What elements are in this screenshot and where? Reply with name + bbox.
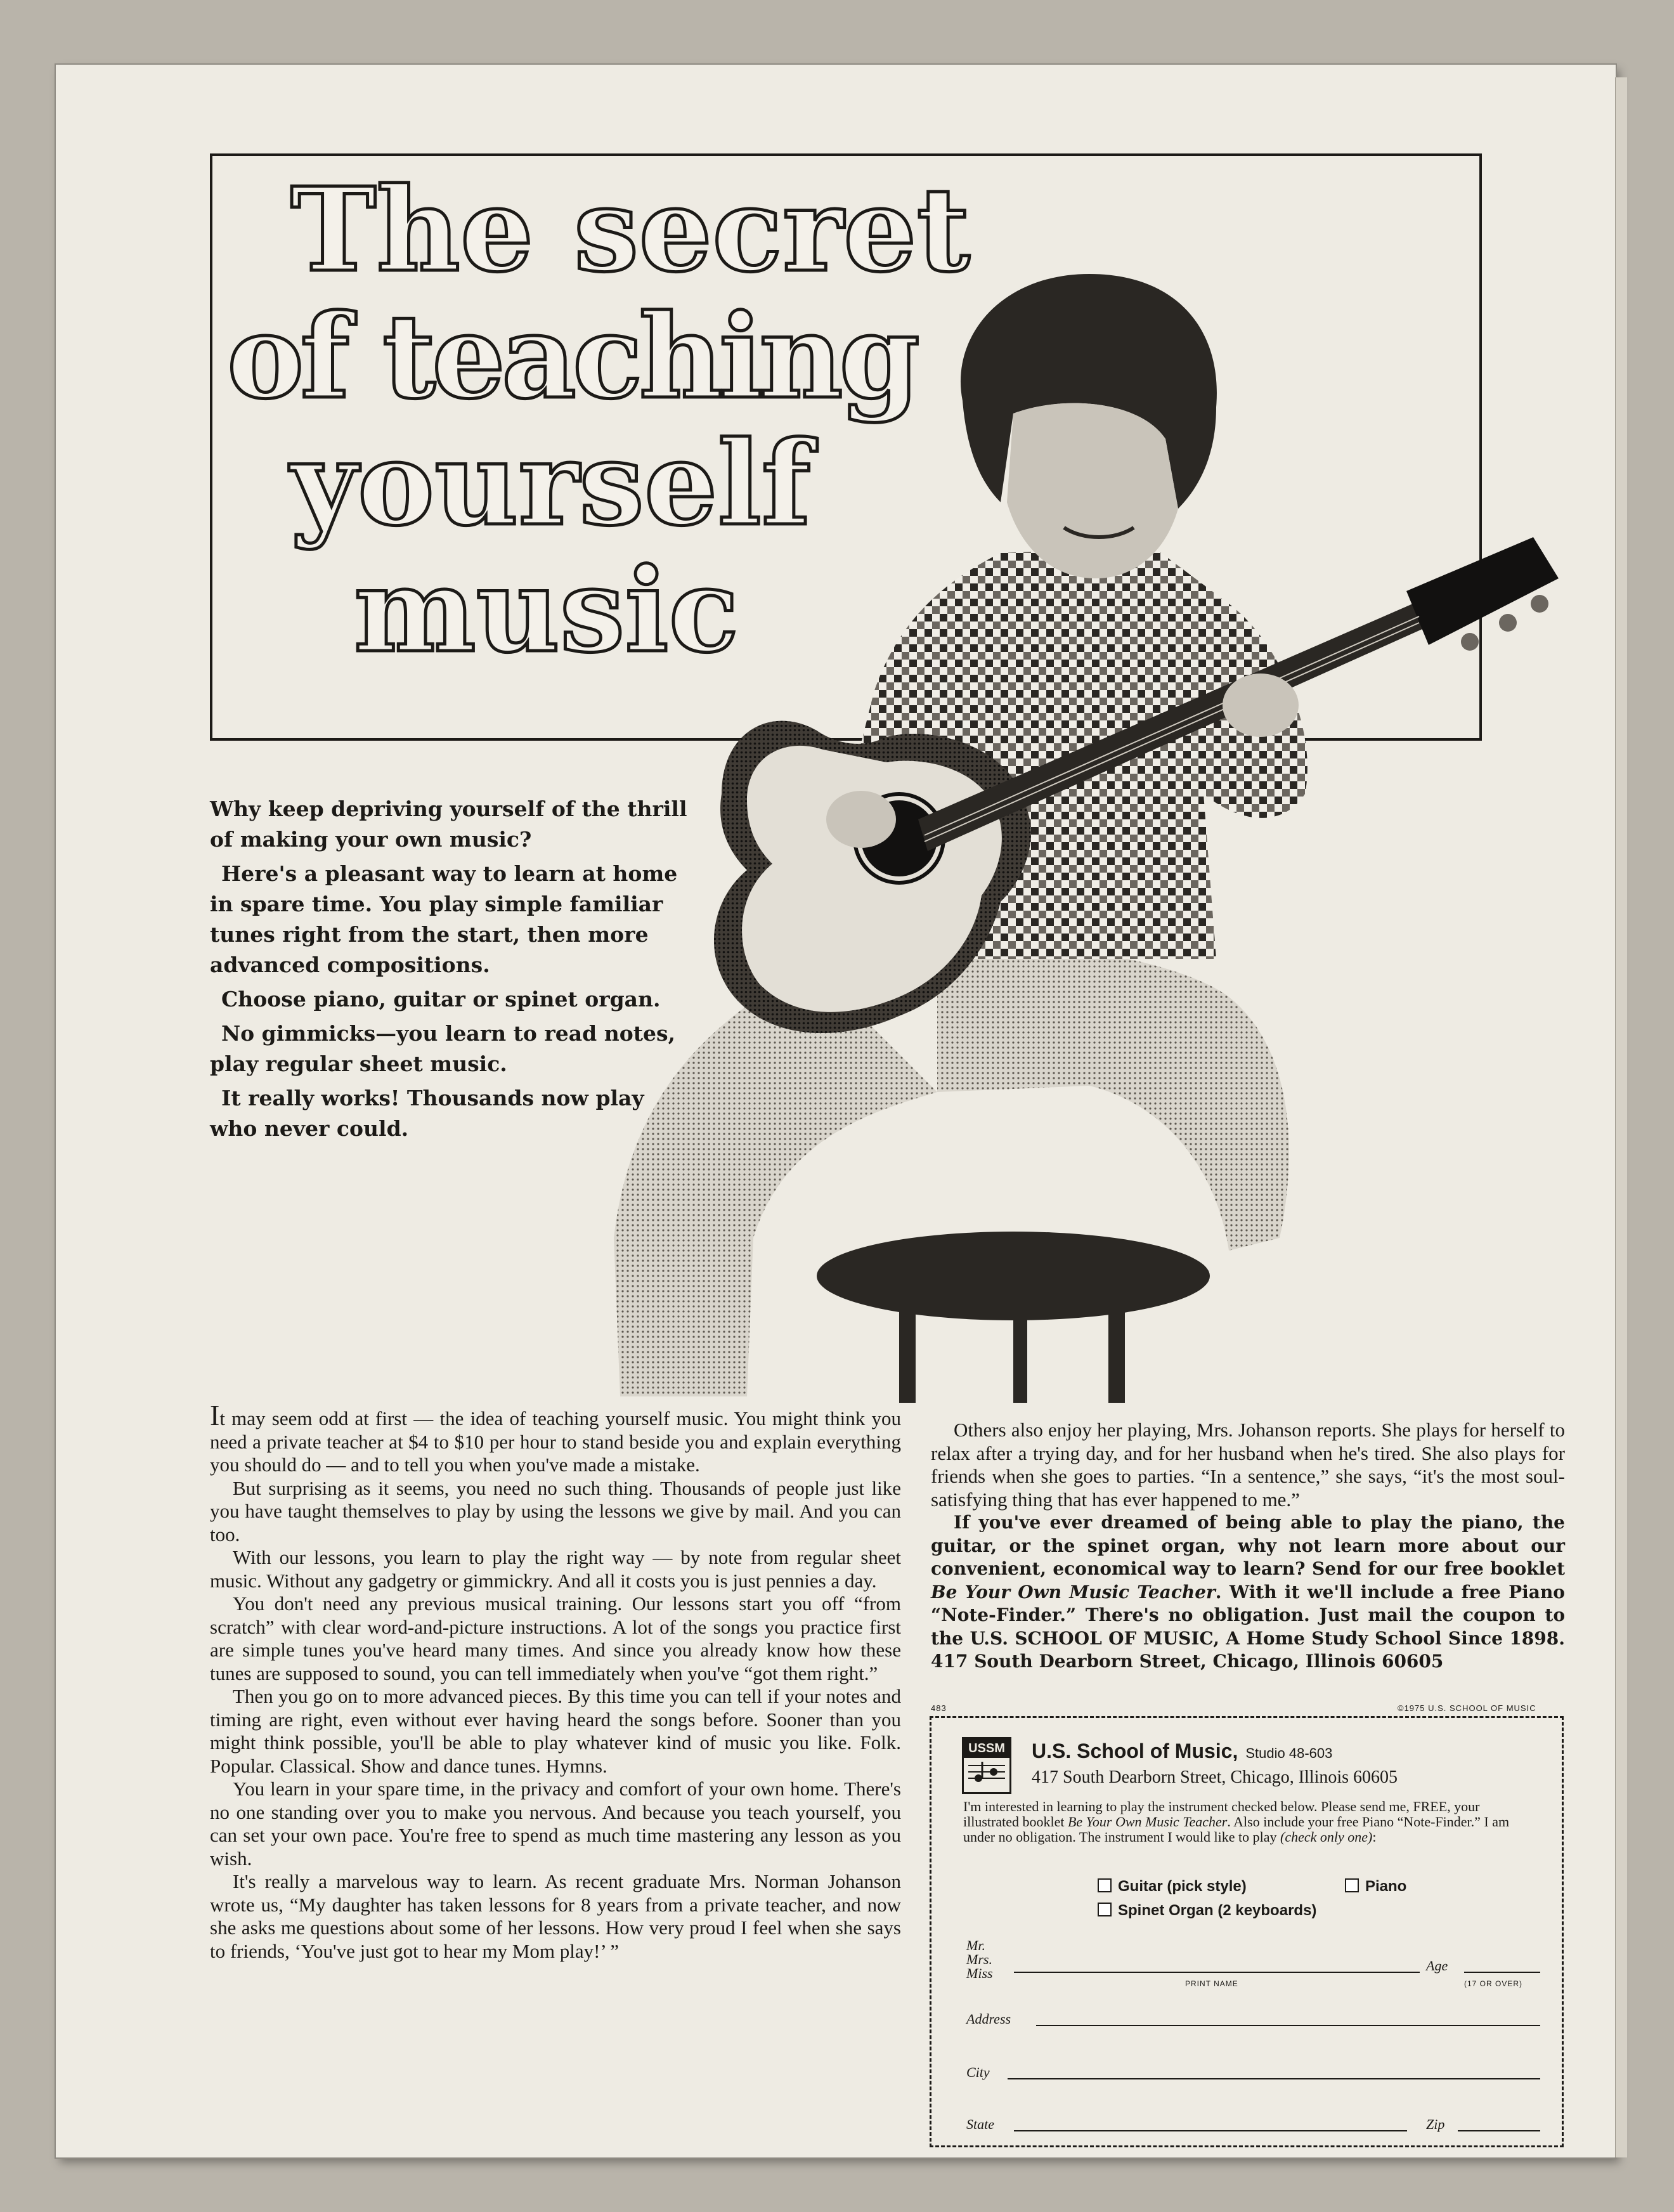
option-piano[interactable] (1345, 1878, 1406, 1896)
label-mrs: Mrs. (966, 1951, 992, 1967)
print-name-caption: PRINT NAME (1185, 1979, 1238, 1988)
option-guitar[interactable] (1098, 1878, 1247, 1896)
drop-cap: I (210, 1399, 220, 1431)
age-caption: (17 OR OVER) (1464, 1979, 1523, 1988)
body-paragraph: Then you go on to more advanced pieces. By this time you can tell if your notes and timing are right, even without ever having heard the songs before. Sooner than you might think possible, you'll be able to play whatever kind of music you like. Folk. Popular. Classical. Show and dance tunes. Hymns. (210, 1685, 901, 1777)
body-paragraph: You don't need any previous musical training. Our lessons start you off “from scratch” with clear word-and-picture instructions. A lot of the songs you practice first are simple tunes you've heard many times. And since you already know how these tunes are supposed to sound, you can tell immediately when you've “got them right.” (210, 1592, 901, 1684)
city-field[interactable] (1008, 2078, 1540, 2079)
cta-text-end: . With it we'll include a free Piano “Note-Finder.” There's no obligation. Just mail the coupon to the U.S. SCHOOL OF MUSIC, A Home Study School Since 1898. 417 South Dearborn Street, Chicago, Illinois 60605 (931, 1581, 1565, 1672)
option-organ[interactable] (1098, 1902, 1316, 1920)
intro-copy (210, 794, 692, 1148)
headline-line-2: of teaching (227, 289, 916, 424)
jeans (614, 946, 1289, 1396)
body-paragraph: But surprising as it seems, you need no such thing. Thousands of people just like you have taught themselves to play by using the lessons we give by mail. And you can too. (210, 1476, 901, 1545)
coupon-text-b: . Also include your free Piano “Note-Finder.” I am under no obligation. The instrument I would like to play (963, 1814, 1510, 1845)
logo-text: USSM (964, 1739, 1009, 1758)
school-name-text: U.S. School of Music, (1032, 1740, 1238, 1762)
address-field[interactable] (1036, 2025, 1540, 2026)
headline-line-1: The secret (290, 162, 970, 297)
intro-paragraph: No gimmicks—you learn to read notes, play regular sheet music. (210, 1021, 676, 1076)
checkbox-organ[interactable] (1098, 1903, 1112, 1916)
intro-paragraph: Why keep depriving yourself of the thrill of making your own music? (210, 797, 687, 852)
checkbox-guitar[interactable] (1098, 1878, 1112, 1892)
body-column-right (931, 1419, 1565, 1674)
mail-coupon (930, 1716, 1564, 2147)
label-miss: Miss (966, 1965, 993, 1981)
body-paragraph: With our lessons, you learn to play the right way — by note from regular sheet music. Without any gadgetry or gimmickry. And all it costs you is just pennies a day. (210, 1546, 901, 1592)
checkbox-piano[interactable] (1345, 1878, 1359, 1892)
body-paragraph: Others also enjoy her playing, Mrs. Johanson reports. She plays for herself to relax after a trying day, and for her husband when he's tired. She also plays for friends when she goes to parties. “In a sentence,” she says, “it's the most soul-satisfying thing that has ever happened to me.” (931, 1419, 1565, 1511)
label-age: Age (1426, 1958, 1448, 1974)
age-field[interactable] (1464, 1972, 1540, 1973)
state-field[interactable] (1014, 2130, 1407, 2131)
school-name (1032, 1740, 1332, 1763)
label-city: City (966, 2064, 990, 2080)
option-organ-label: Spinet Organ (2 keyboards) (1118, 1902, 1317, 1919)
zip-field[interactable] (1458, 2130, 1540, 2131)
headline-line-4: music (354, 542, 739, 678)
music-note-icon (966, 1759, 1008, 1790)
label-address: Address (966, 2011, 1011, 2027)
intro-paragraph: Choose piano, guitar or spinet organ. (221, 987, 661, 1012)
coupon-text-c: : (1372, 1829, 1377, 1845)
body-text: t may seem odd at first — the idea of teaching yourself music. You might think you need a private teacher at $4 to $10 per hour to stand beside you and explain everything you should do — and to tell you when you've made a mistake. (210, 1407, 901, 1476)
ussm-logo (962, 1737, 1011, 1794)
stool (817, 1232, 1210, 1403)
copyright: ©1975 U.S. SCHOOL OF MUSIC (1398, 1703, 1536, 1713)
label-state: State (966, 2116, 994, 2132)
intro-paragraph: Here's a pleasant way to learn at home in spare time. You play simple familiar tunes right from the start, then more advanced compositions. (210, 861, 678, 977)
cta-text: If you've ever dreamed of being able to play the piano, the guitar, or the spinet organ, why not learn more about our convenient, economical way to learn? Send for our free booklet (931, 1512, 1565, 1579)
coupon-request-text (963, 1799, 1534, 1845)
coupon-check-one: (check only one) (1280, 1829, 1373, 1845)
studio-number: Studio 48-603 (1245, 1745, 1333, 1761)
body-paragraph: It's really a marvelous way to learn. As recent graduate Mrs. Norman Johanson wrote us, “My daughter has taken lessons for 8 years from a private teacher, and now she asks me questions about some of her lessons. How very proud I feel when she says to friends, ‘You've just got to hear my Mom play!’ ” (210, 1870, 901, 1962)
label-mr: Mr. (966, 1937, 985, 1953)
option-guitar-label: Guitar (pick style) (1118, 1878, 1247, 1895)
coupon-text-a: I'm interested in learning to play the instrument checked below. Please send me, FREE, your illustrated booklet (963, 1799, 1480, 1830)
school-address: 417 South Dearborn Street, Chicago, Illinois 60605 (1032, 1767, 1398, 1787)
name-field[interactable] (1014, 1972, 1420, 1973)
label-zip: Zip (1426, 2116, 1445, 2132)
ad-code: 483 (931, 1703, 947, 1713)
option-piano-label: Piano (1365, 1878, 1407, 1895)
magazine-page (56, 65, 1616, 2157)
intro-paragraph: It really works! Thousands now play who never could. (210, 1086, 644, 1141)
page-edge (1615, 77, 1627, 2157)
call-to-action (931, 1511, 1565, 1674)
left-hand (1223, 673, 1299, 737)
headline-line-3: yourself (290, 415, 812, 551)
right-hand (826, 791, 896, 848)
body-paragraph (210, 1399, 901, 1477)
body-column-left (210, 1399, 901, 1963)
booklet-title: Be Your Own Music Teacher (931, 1581, 1216, 1603)
coupon-booklet-title: Be Your Own Music Teacher (1067, 1814, 1228, 1830)
body-paragraph: You learn in your spare time, in the privacy and comfort of your own home. There's no one standing over you to make you nervous. And because you teach yourself, you can set your own pace. You're free to spend as much time mastering any lesson as you wish. (210, 1778, 901, 1870)
guitarist-photo (544, 249, 1584, 1403)
